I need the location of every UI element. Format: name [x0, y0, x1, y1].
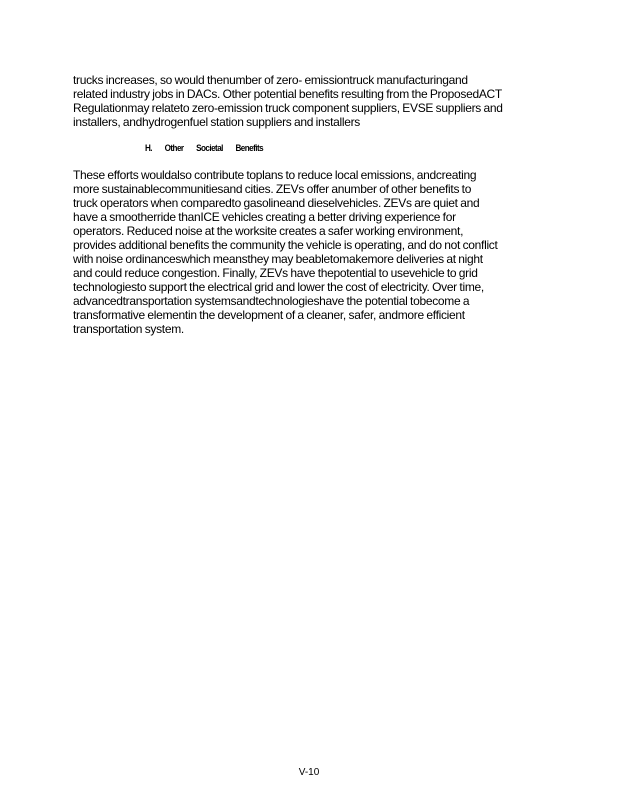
section-heading	[145, 143, 276, 153]
paragraph-line: advancedtransportation systemsandtechnologieshave the potential tobecome a	[73, 294, 470, 308]
paragraph-line: related industry jobs in DACs. Other potential benefits resulting from the ProposedACT	[73, 87, 502, 101]
paragraph-line: operators. Reduced noise at the worksite creates a safer working environment,	[73, 224, 464, 238]
paragraph-line: and could reduce congestion. Finally, ZEVs have thepotential to usevehicle to grid	[73, 266, 478, 280]
paragraph-line: transportation system.	[73, 322, 184, 336]
section-heading-word: Benefits	[235, 143, 264, 153]
paragraph-line: installers, andhydrogenfuel station suppliers and installers	[73, 115, 361, 129]
paragraph-line: have a smootherride thanICE vehicles creating a better driving experience for	[73, 210, 456, 224]
paragraph-line: transformative elementin the development of a cleaner, safer, andmore efficient	[73, 308, 465, 322]
section-heading-number: H.	[145, 143, 153, 153]
paragraph-line: more sustainablecommunitiesand cities. ZEVs offer anumber of other benefits to	[73, 182, 472, 196]
section-heading-word: Other	[164, 143, 184, 153]
paragraph-line: technologiesto support the electrical grid and lower the cost of electricity. Over time,	[73, 280, 484, 294]
paragraph-line: These efforts wouldalso contribute toplans to reduce local emissions, andcreating	[73, 168, 477, 182]
paragraph-intro	[73, 73, 548, 129]
paragraph-line: provides additional benefits the community the vehicle is operating, and do not conflict	[73, 238, 498, 252]
paragraph-line: with noise ordinanceswhich meansthey may beabletomakemore deliveries at night	[73, 252, 483, 266]
section-heading-word: Societal	[196, 143, 223, 153]
paragraph-line: trucks increases, so would thenumber of zero- emissiontruck manufacturingand	[73, 73, 468, 87]
page-number: V-10	[298, 767, 320, 778]
paragraph-line: Regulationmay relateto zero-emission truck component suppliers, EVSE suppliers and	[73, 101, 503, 115]
paragraph-societal-benefits	[73, 168, 548, 336]
paragraph-line: truck operators when comparedto gasolineand dieselvehicles. ZEVs are quiet and	[73, 196, 480, 210]
